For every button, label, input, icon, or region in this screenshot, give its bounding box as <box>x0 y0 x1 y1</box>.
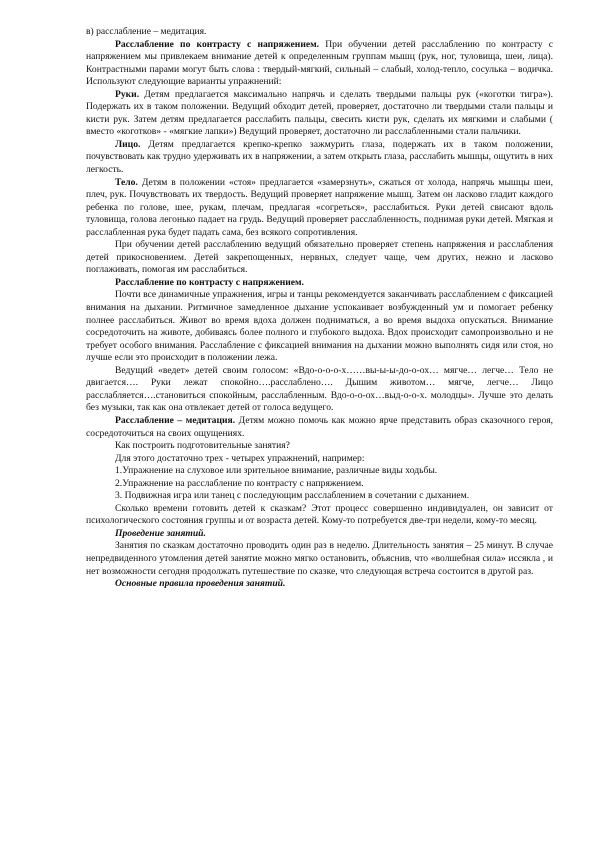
list-item-2: 2.Упражнение на расслабление по контрасту с напряжением. <box>115 477 364 489</box>
paragraph-list-item-c: в) расслабление – медитация. <box>86 26 207 37</box>
section-heading-contrast-repeat: Расслабление по контрасту с напряжением. <box>115 276 304 288</box>
exercise-heading-face: Лицо. <box>115 138 141 150</box>
paragraph-voice-guidance: Ведущий «ведет» детей своим голосом: «Вдо-о-о-о-х……вы-ы-ы-до-о-ох… мягче… легче… Тело не двигается…. Руки лежат спокойно….расслаблено…. Дышим животом… мягче, легче… Лицо расслабляется….становиться спокойным, расслабленным. Вдо-о-о-ох…выд-о-о-х. молодцы». Лучше это делать без музыки, так как она отвлекает детей от голоса ведущего. <box>86 364 553 414</box>
paragraph-text: Детям можно помочь как можно ярче представить образ сказочного героя, сосредоточиться на своих ощущениях. <box>86 414 554 439</box>
paragraph-body <box>86 177 553 240</box>
list-item-1: 1.Упражнение на слуховое или зрительное внимание, различные виды ходьбы. <box>115 465 438 477</box>
paragraph-meditation <box>86 415 553 440</box>
paragraph-hands <box>86 89 553 139</box>
paragraph-preparation-time: Сколько времени готовить детей к сказкам? Этот процесс совершенно индивидуален, он зависит от психологического состояния группы и от возраста детей. Кому-то потребуется две-три недели, кому-то месяц. <box>86 502 553 527</box>
paragraph-question: Как построить подготовительные занятия? <box>115 440 290 452</box>
paragraph-breathing: Почти все динамичные упражнения, игры и танцы рекомендуется заканчивать расслаблением с фиксацией внимания на дыхании. Ритмичное замедленное дыхание успокаивает возбужденный ум и помогает ребенку полнее расслабиться. Живот во время вдоха должен подниматься, а во время выдоха опускаться. Внимание сосредоточить на животе, добиваясь более полного и глубокого выдоха. Вдох происходит самопроизвольно и не требует особого внимания. Расслабление с фиксацией внимания на дыхании можно выполнять сидя или стоя, но лучше если это происходит в положении лежа. <box>86 289 553 364</box>
section-heading-meditation: Расслабление – медитация. <box>115 414 236 426</box>
exercise-heading-hands: Руки. <box>115 88 140 100</box>
paragraph-checking: При обучении детей расслаблению ведущий обязательно проверяет степень напряжения и расслабления детей прикосновением. Детей закрепощенных, нервных, следует чаще, чем других, нежно и ласково поглаживать, помогая им расслабиться. <box>86 239 553 276</box>
paragraph-text: Детям предлагается крепко-крепко зажмурить глаза, подержать их в таком положении, почувствовать как трудно удерживать их в напряжении, а затем открыть глаза, расслабить мышцы, ощутить в них легкость. <box>86 138 553 176</box>
paragraph-text: Детям предлагается максимально напрячь и сделать твердыми пальцы рук («коготки тигра»). Подержать их в таком положении. Ведущий обходит детей, проверяет, достаточно ли твердыми стали пальцы и кисти рук. Затем детям предлагается расслабить пальцы, свесить кисти рук, сделать их мягкими и слабыми ( вместо «коготков» - «мягкие лапки») Ведущий проверяет, достаточно ли расслабленными стали пальчики. <box>86 88 553 138</box>
paragraph-text: Детям в положении «стоя» предлагается «замерзнуть», сжаться от холода, напрячь мышцы шеи, плеч, рук. Почувствовать их твердость. Ведущий проверяет напряжение мышц. Затем он ласково гладит каждого ребенка по голове, шее, рукам, плечам, предлагая «согреться», расслабиться. Руки детей свисают вдоль туловища, голова легонько падает на грудь. Ведущий проверяет расслабленность, поднимая руки детей. Мягкая и расслабленная рука будет падать сама, без всякого сопротивления. <box>86 176 553 238</box>
section-heading-rules: Основные правила проведения занятий. <box>115 578 286 590</box>
paragraph-text: При обучении детей расслаблению по контрасту с напряжением мы привлекаем внимание детей к определенным группам мышц (рук, ног, туловища, шеи, лица). Контрастными парами могут быть слова : твердый-мягкий, сильный – слабый, холод-тепло, сосулька – водичка. Используют следующие варианты упражнений: <box>86 38 553 88</box>
section-heading-conducting: Проведение занятий. <box>115 527 206 539</box>
paragraph-face <box>86 139 553 177</box>
section-heading-contrast: Расслабление по контрасту с напряжением. <box>115 38 320 50</box>
paragraph-session-frequency: Занятия по сказкам достаточно проводить один раз в неделю. Длительность занятия – 25 минут. В случае непредвиденного утомления детей занятие можно мягко остановить, объяснив, что «волшебная сила» иссякла , и нет возможности сегодня продолжать путешествие по сказке, что следующая встреча состоится в другой раз. <box>86 540 553 577</box>
paragraph-list-intro: Для этого достаточно трех - четырех упражнений, например: <box>115 452 365 464</box>
list-item-3: 3. Подвижная игра или танец с последующим расслаблением в сочетании с дыханием. <box>115 490 470 502</box>
exercise-heading-body: Тело. <box>115 176 138 188</box>
paragraph-contrast-relaxation <box>86 39 553 89</box>
document-page <box>86 26 553 591</box>
